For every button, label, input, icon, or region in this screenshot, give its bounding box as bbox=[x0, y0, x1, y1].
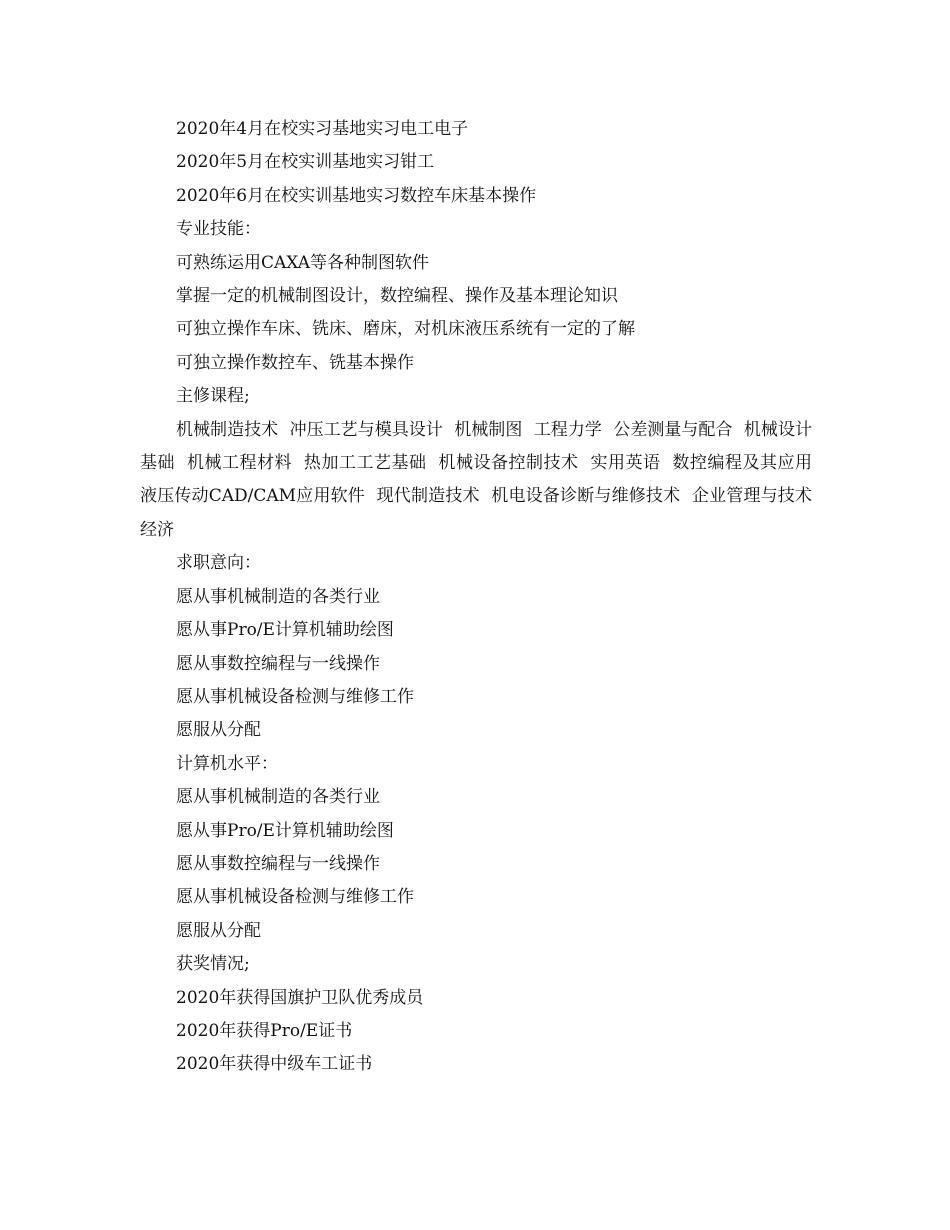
section-heading-courses: 主修课程; bbox=[176, 386, 250, 407]
text-line: 愿服从分配 bbox=[176, 720, 261, 741]
section-heading-skills: 专业技能： bbox=[176, 219, 261, 240]
text-line: 可独立操作数控车、铣基本操作 bbox=[176, 352, 414, 373]
text-line: 愿服从分配 bbox=[176, 920, 261, 941]
text-line: 愿从事数控编程与一线操作 bbox=[176, 653, 380, 674]
text-line: 2020年4月在校实习基地实习电工电子 bbox=[176, 119, 469, 139]
section-heading-computer-level: 计算机水平： bbox=[176, 753, 278, 774]
text-line: 可独立操作车床、铣床、磨床，对机床液压系统有一定的了解 bbox=[176, 319, 635, 340]
text-line: 愿从事Pro/E计算机辅助绘图 bbox=[176, 620, 394, 641]
text-line: 愿从事机械设备检测与维修工作 bbox=[176, 686, 414, 707]
text-line: 愿从事Pro/E计算机辅助绘图 bbox=[176, 820, 394, 841]
text-line: 愿从事机械制造的各类行业 bbox=[176, 586, 380, 607]
text-line: 2020年获得国旗护卫队优秀成员 bbox=[176, 987, 424, 1008]
text-line: 2020年6月在校实训基地实习数控车床基本操作 bbox=[176, 185, 537, 206]
text-line: 掌握一定的机械制图设计，数控编程、操作及基本理论知识 bbox=[176, 286, 618, 307]
text-line: 愿从事机械制造的各类行业 bbox=[176, 787, 380, 808]
text-line: 2020年获得中级车工证书 bbox=[176, 1054, 373, 1075]
text-line: 2020年获得Pro/E证书 bbox=[176, 1020, 353, 1041]
section-heading-awards: 获奖情况; bbox=[176, 954, 250, 975]
text-line: 2020年5月在校实训基地实习钳工 bbox=[176, 152, 435, 173]
text-line: 愿从事机械设备检测与维修工作 bbox=[176, 887, 414, 908]
document-body bbox=[140, 113, 812, 1082]
text-line: 可熟练运用CAXA等各种制图软件 bbox=[176, 252, 430, 273]
section-heading-job-intention: 求职意向： bbox=[176, 553, 261, 574]
text-line: 愿从事数控编程与一线操作 bbox=[176, 853, 380, 874]
courses-paragraph: 机械制造技术 冲压工艺与模具设计 机械制图 工程力学 公差测量与配合 机械设计基础 机械工程材料 热加工工艺基础 机械设备控制技术 实用英语 数控编程及其应用 液压传动CAD/CAM应用软件 现代制造技术 机电设备诊断与维修技术 企业管理与技术经济 bbox=[140, 419, 812, 540]
